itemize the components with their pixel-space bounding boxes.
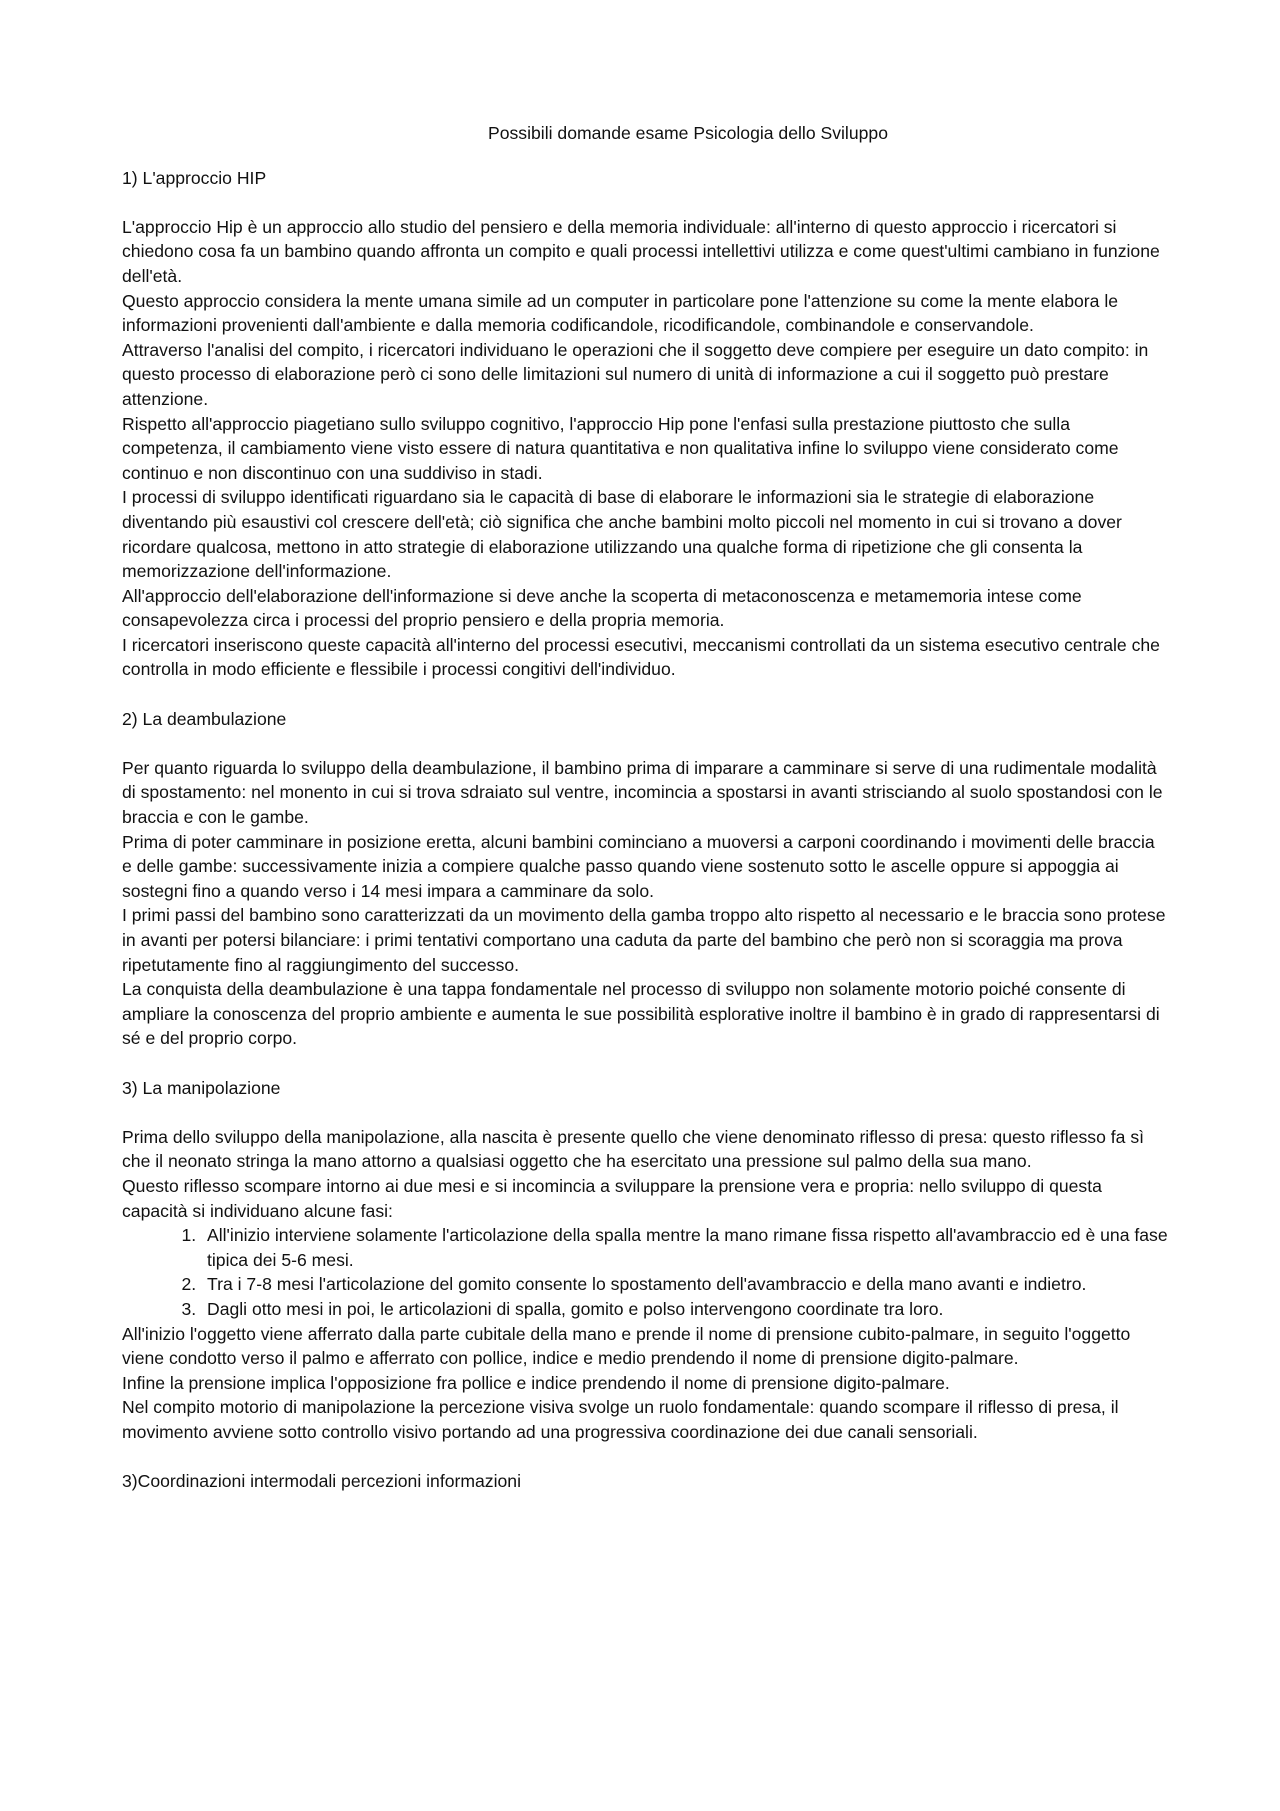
document-title: Possibili domande esame Psicologia dello Sviluppo [487,123,888,143]
paragraph: Questo approccio considera la mente umana simile ad un computer in particolare pone l'attenzione su come la mente elabora le informazioni provenienti dall'ambiente e dalla memoria codificandole, ricodificandole, combinandole e conservandole. [122,290,1119,336]
paragraph: Infine la prensione implica l'opposizione fra pollice e indice prendendo il nome di prensione digito-palmare. [122,1372,950,1393]
section-heading-coordinazioni: 3)Coordinazioni intermodali percezioni informazioni [122,1471,521,1492]
paragraph: Nel compito motorio di manipolazione la percezione visiva svolge un ruolo fondamentale: quando scompare il riflesso di presa, il movimento avviene sotto controllo visivo portando ad una progressiva coordinazione dei due canali sensoriali. [122,1397,1119,1442]
phases-list [122,1223,1168,1321]
paragraph: I ricercatori inseriscono queste capacità all'interno del processi esecutivi, meccanismi controllati da un sistema esecutivo centrale che controlla in modo efficiente e flessibile i processi congitivi dell'individuo. [122,634,1160,680]
section-heading-deambulazione: 2) La deambulazione [122,708,287,729]
spacer [122,1051,1168,1076]
paragraph: I processi di sviluppo identificati riguardano sia le capacità di base di elaborare le informazioni sia le strategie di elaborazione diventando più esaustivi col crescere dell'età; ciò significa che anche bambini molto piccoli nel momento in cui si trovano a dover ricordare qualcosa, mettono in atto strategie di elaborazione utilizzando una qualche forma di ripetizione che gli consenta la memorizzazione dell'informazione. [122,487,1122,582]
spacer [122,682,1168,707]
list-item: 2. Tra i 7-8 mesi l'articolazione del gomito consente lo spostamento dell'avambraccio e della mano avanti e indietro. [201,1272,1168,1297]
paragraph: Attraverso l'analisi del compito, i ricercatori individuano le operazioni che il soggetto deve compiere per eseguire un dato compito: in questo processo di elaborazione però ci sono delle limitazioni sul numero di unità di informazione a cui il soggetto può prestare attenzione. [122,339,1149,409]
paragraph: Rispetto all'approccio piagetiano sullo sviluppo cognitivo, l'approccio Hip pone l'enfasi sulla prestazione piuttosto che sulla competenza, il cambiamento viene visto essere di natura quantitativa e non qualitativa infine lo sviluppo viene considerato come continuo e non discontinuo con una suddiviso in stadi. [122,413,1119,483]
spacer [122,190,1168,215]
paragraph: Per quanto riguarda lo sviluppo della deambulazione, il bambino prima di imparare a camminare si serve di una rudimentale modalità di spostamento: nel monento in cui si trova sdraiato sul ventre, incomincia a spostarsi in avanti strisciando al suolo spostandosi con le braccia e con le gambe. [122,757,1163,828]
paragraph: I primi passi del bambino sono caratterizzati da un movimento della gamba troppo alto rispetto al necessario e le braccia sono protese in avanti per potersi bilanciare: i primi tentativi comportano una caduta da parte del bambino che però non si scoraggia ma prova ripetutamente fino al raggiungimento del successo. [122,905,1166,975]
section-heading-hip: 1) L'approccio HIP [122,167,267,188]
spacer [122,731,1168,756]
list-item: 1. All'inizio interviene solamente l'articolazione della spalla mentre la mano rimane fissa rispetto all'avambraccio ed è una fase tipica dei 5-6 mesi. [201,1223,1168,1272]
paragraph: Questo riflesso scompare intorno ai due mesi e si incomincia a sviluppare la prensione vera e propria: nello sviluppo di questa capacità si individuano alcune fasi: [122,1175,1102,1221]
paragraph: Prima di poter camminare in posizione eretta, alcuni bambini cominciano a muoversi a carponi coordinando i movimenti delle braccia e delle gambe: successivamente inizia a compiere qualche passo quando viene sostenuto sotto le ascelle oppure si appoggia ai sostegni fino a quando verso i 14 mesi impara a camminare da solo. [122,831,1155,901]
list-item: 3. Dagli otto mesi in poi, le articolazioni di spalla, gomito e polso intervengono coordinate tra loro. [201,1297,1168,1322]
section-heading-manipolazione: 3) La manipolazione [122,1077,281,1098]
paragraph: L'approccio Hip è un approccio allo studio del pensiero e della memoria individuale: all'interno di questo approccio i ricercatori si chiedono cosa fa un bambino quando affronta un compito e quali processi intellettivi utilizza e come quest'ultimi cambiano in funzione dell'età. [122,216,1160,286]
paragraph: All'approccio dell'elaborazione dell'informazione si deve anche la scoperta di metaconoscenza e metamemoria intese come consapevolezza circa i processi del proprio pensiero e della propria memoria. [122,585,1082,631]
spacer [122,1444,1168,1469]
spacer [122,1100,1168,1125]
paragraph: Prima dello sviluppo della manipolazione, alla nascita è presente quello che viene denominato riflesso di presa: questo riflesso fa sì che il neonato stringa la mano attorno a qualsiasi oggetto che ha esercitato una pressione sul palmo della sua mano. [122,1126,1145,1172]
paragraph: La conquista della deambulazione è una tappa fondamentale nel processo di sviluppo non solamente motorio poiché consente di ampliare la conoscenza del proprio ambiente e aumenta le sue possibilità esplorative inoltre il bambino è in grado di rappresentarsi di sé e del proprio corpo. [122,979,1160,1049]
paragraph: All'inizio l'oggetto viene afferrato dalla parte cubitale della mano e prende il nome di prensione cubito-palmare, in seguito l'oggetto viene condotto verso il palmo e afferrato con pollice, indice e medio prendendo il nome di prensione digito-palmare. [122,1323,1131,1369]
